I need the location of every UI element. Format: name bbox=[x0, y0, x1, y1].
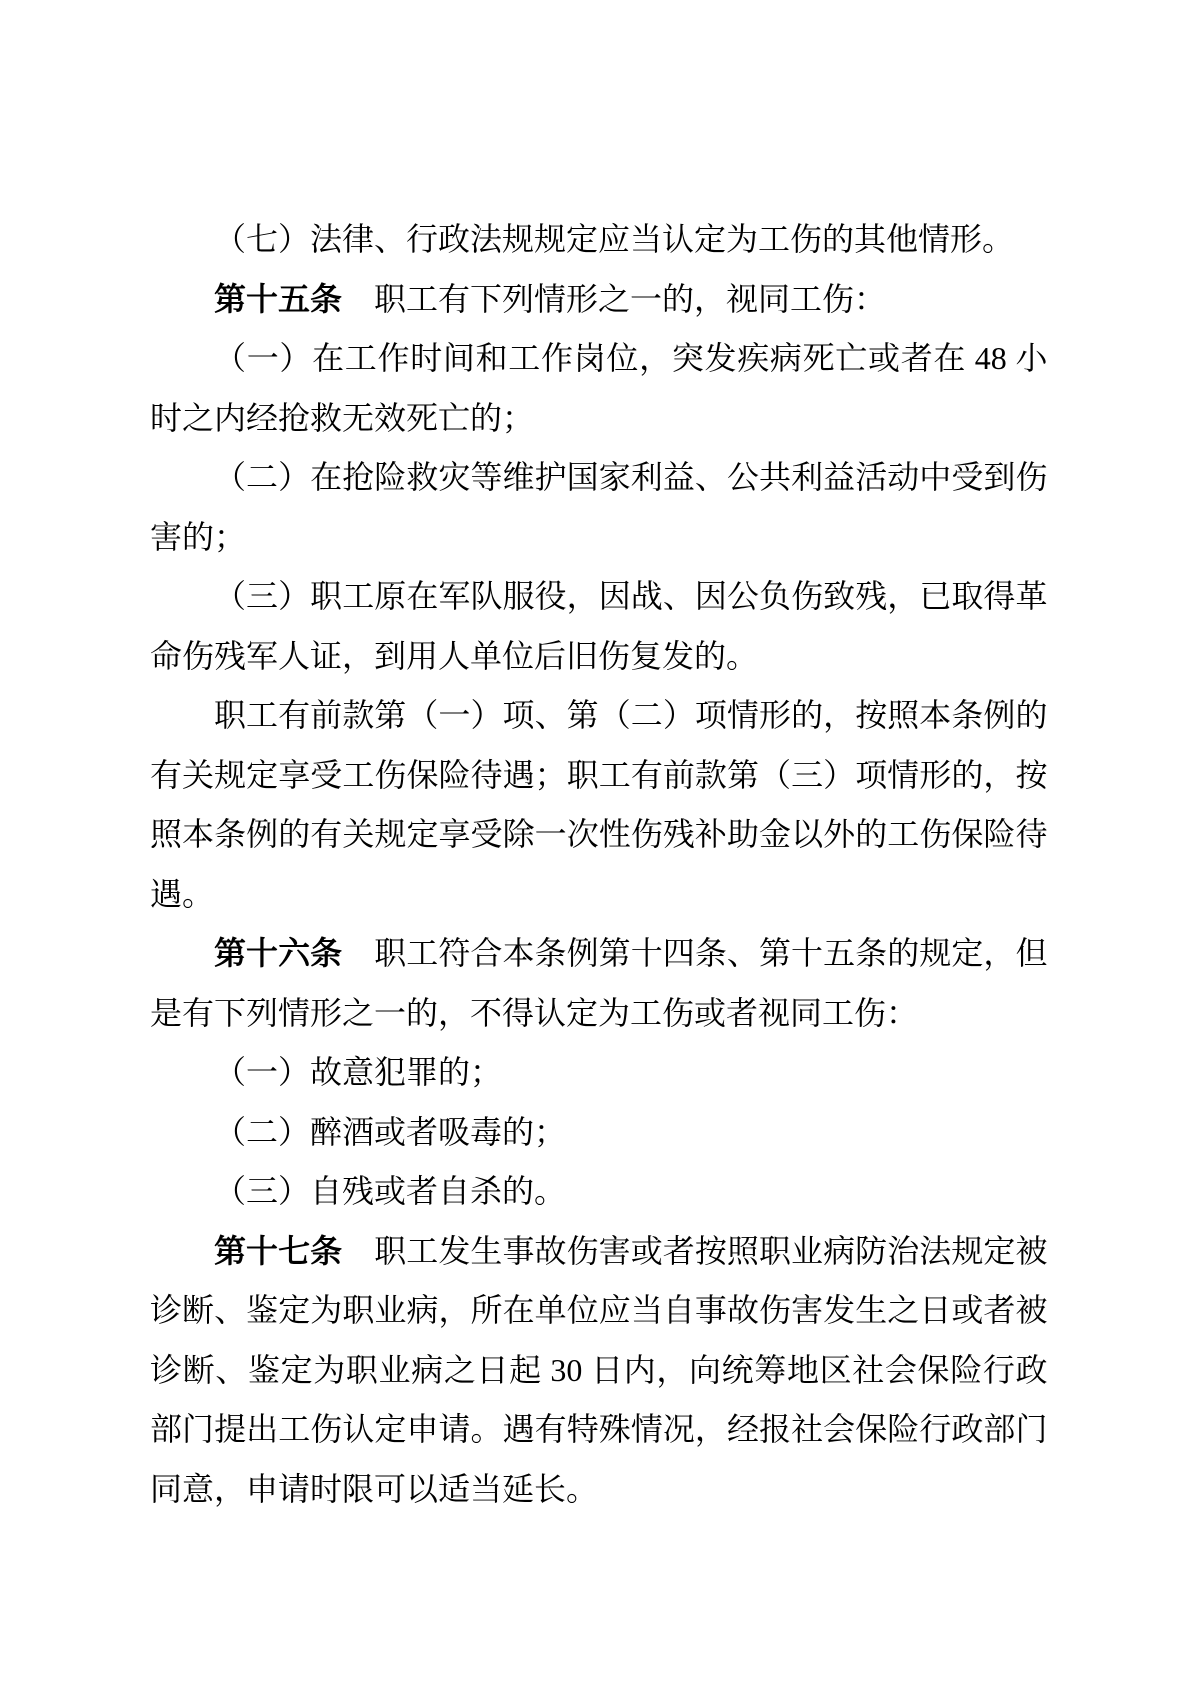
article-number: 第十六条 bbox=[214, 935, 343, 971]
paragraph bbox=[150, 1043, 1048, 1103]
paragraph-text: （一）在工作时间和工作岗位，突发疾病死亡或者在 48 小时之内经抢救无效死亡的； bbox=[150, 340, 1048, 436]
paragraph bbox=[150, 1162, 1048, 1222]
paragraph bbox=[150, 210, 1048, 270]
paragraph bbox=[150, 1222, 1048, 1520]
paragraph-text: （二）在抢险救灾等维护国家利益、公共利益活动中受到伤害的； bbox=[150, 459, 1048, 555]
paragraph bbox=[150, 686, 1048, 924]
paragraph bbox=[150, 1103, 1048, 1163]
paragraph-text: （二）醉酒或者吸毒的； bbox=[214, 1113, 567, 1150]
paragraph-text: （三）职工原在军队服役，因战、因公负伤致残，已取得革命伤残军人证，到用人单位后旧伤复发的。 bbox=[150, 578, 1048, 674]
paragraph-text: 职工有下列情形之一的，视同工伤： bbox=[374, 280, 887, 317]
paragraph-text: 职工发生事故伤害或者按照职业病防治法规定被诊断、鉴定为职业病，所在单位应当自事故伤害发生之日或者被诊断、鉴定为职业病之日起 30 日内，向统筹地区社会保险行政部门提出工伤认定申请。遇有特殊情况，经报社会保险行政部门同意，申请时限可以适当延长。 bbox=[150, 1232, 1048, 1507]
document-body bbox=[150, 210, 1048, 1519]
paragraph bbox=[150, 924, 1048, 1043]
article-number: 第十七条 bbox=[214, 1232, 343, 1269]
paragraph bbox=[150, 448, 1048, 567]
paragraph bbox=[150, 329, 1048, 448]
paragraph bbox=[150, 270, 1048, 330]
paragraph-text: （三）自残或者自杀的。 bbox=[214, 1173, 567, 1209]
paragraph-text: 职工符合本条例第十四条、第十五条的规定，但是有下列情形之一的，不得认定为工伤或者视同工伤： bbox=[150, 935, 1048, 1031]
paragraph-text: （七）法律、行政法规规定应当认定为工伤的其他情形。 bbox=[214, 221, 1015, 257]
article-number: 第十五条 bbox=[214, 280, 343, 317]
paragraph-text: （一）故意犯罪的； bbox=[214, 1054, 503, 1090]
paragraph bbox=[150, 567, 1048, 686]
paragraph-text: 职工有前款第（一）项、第（二）项情形的，按照本条例的有关规定享受工伤保险待遇；职工有前款第（三）项情形的，按照本条例的有关规定享受除一次性伤残补助金以外的工伤保险待遇。 bbox=[150, 697, 1048, 912]
